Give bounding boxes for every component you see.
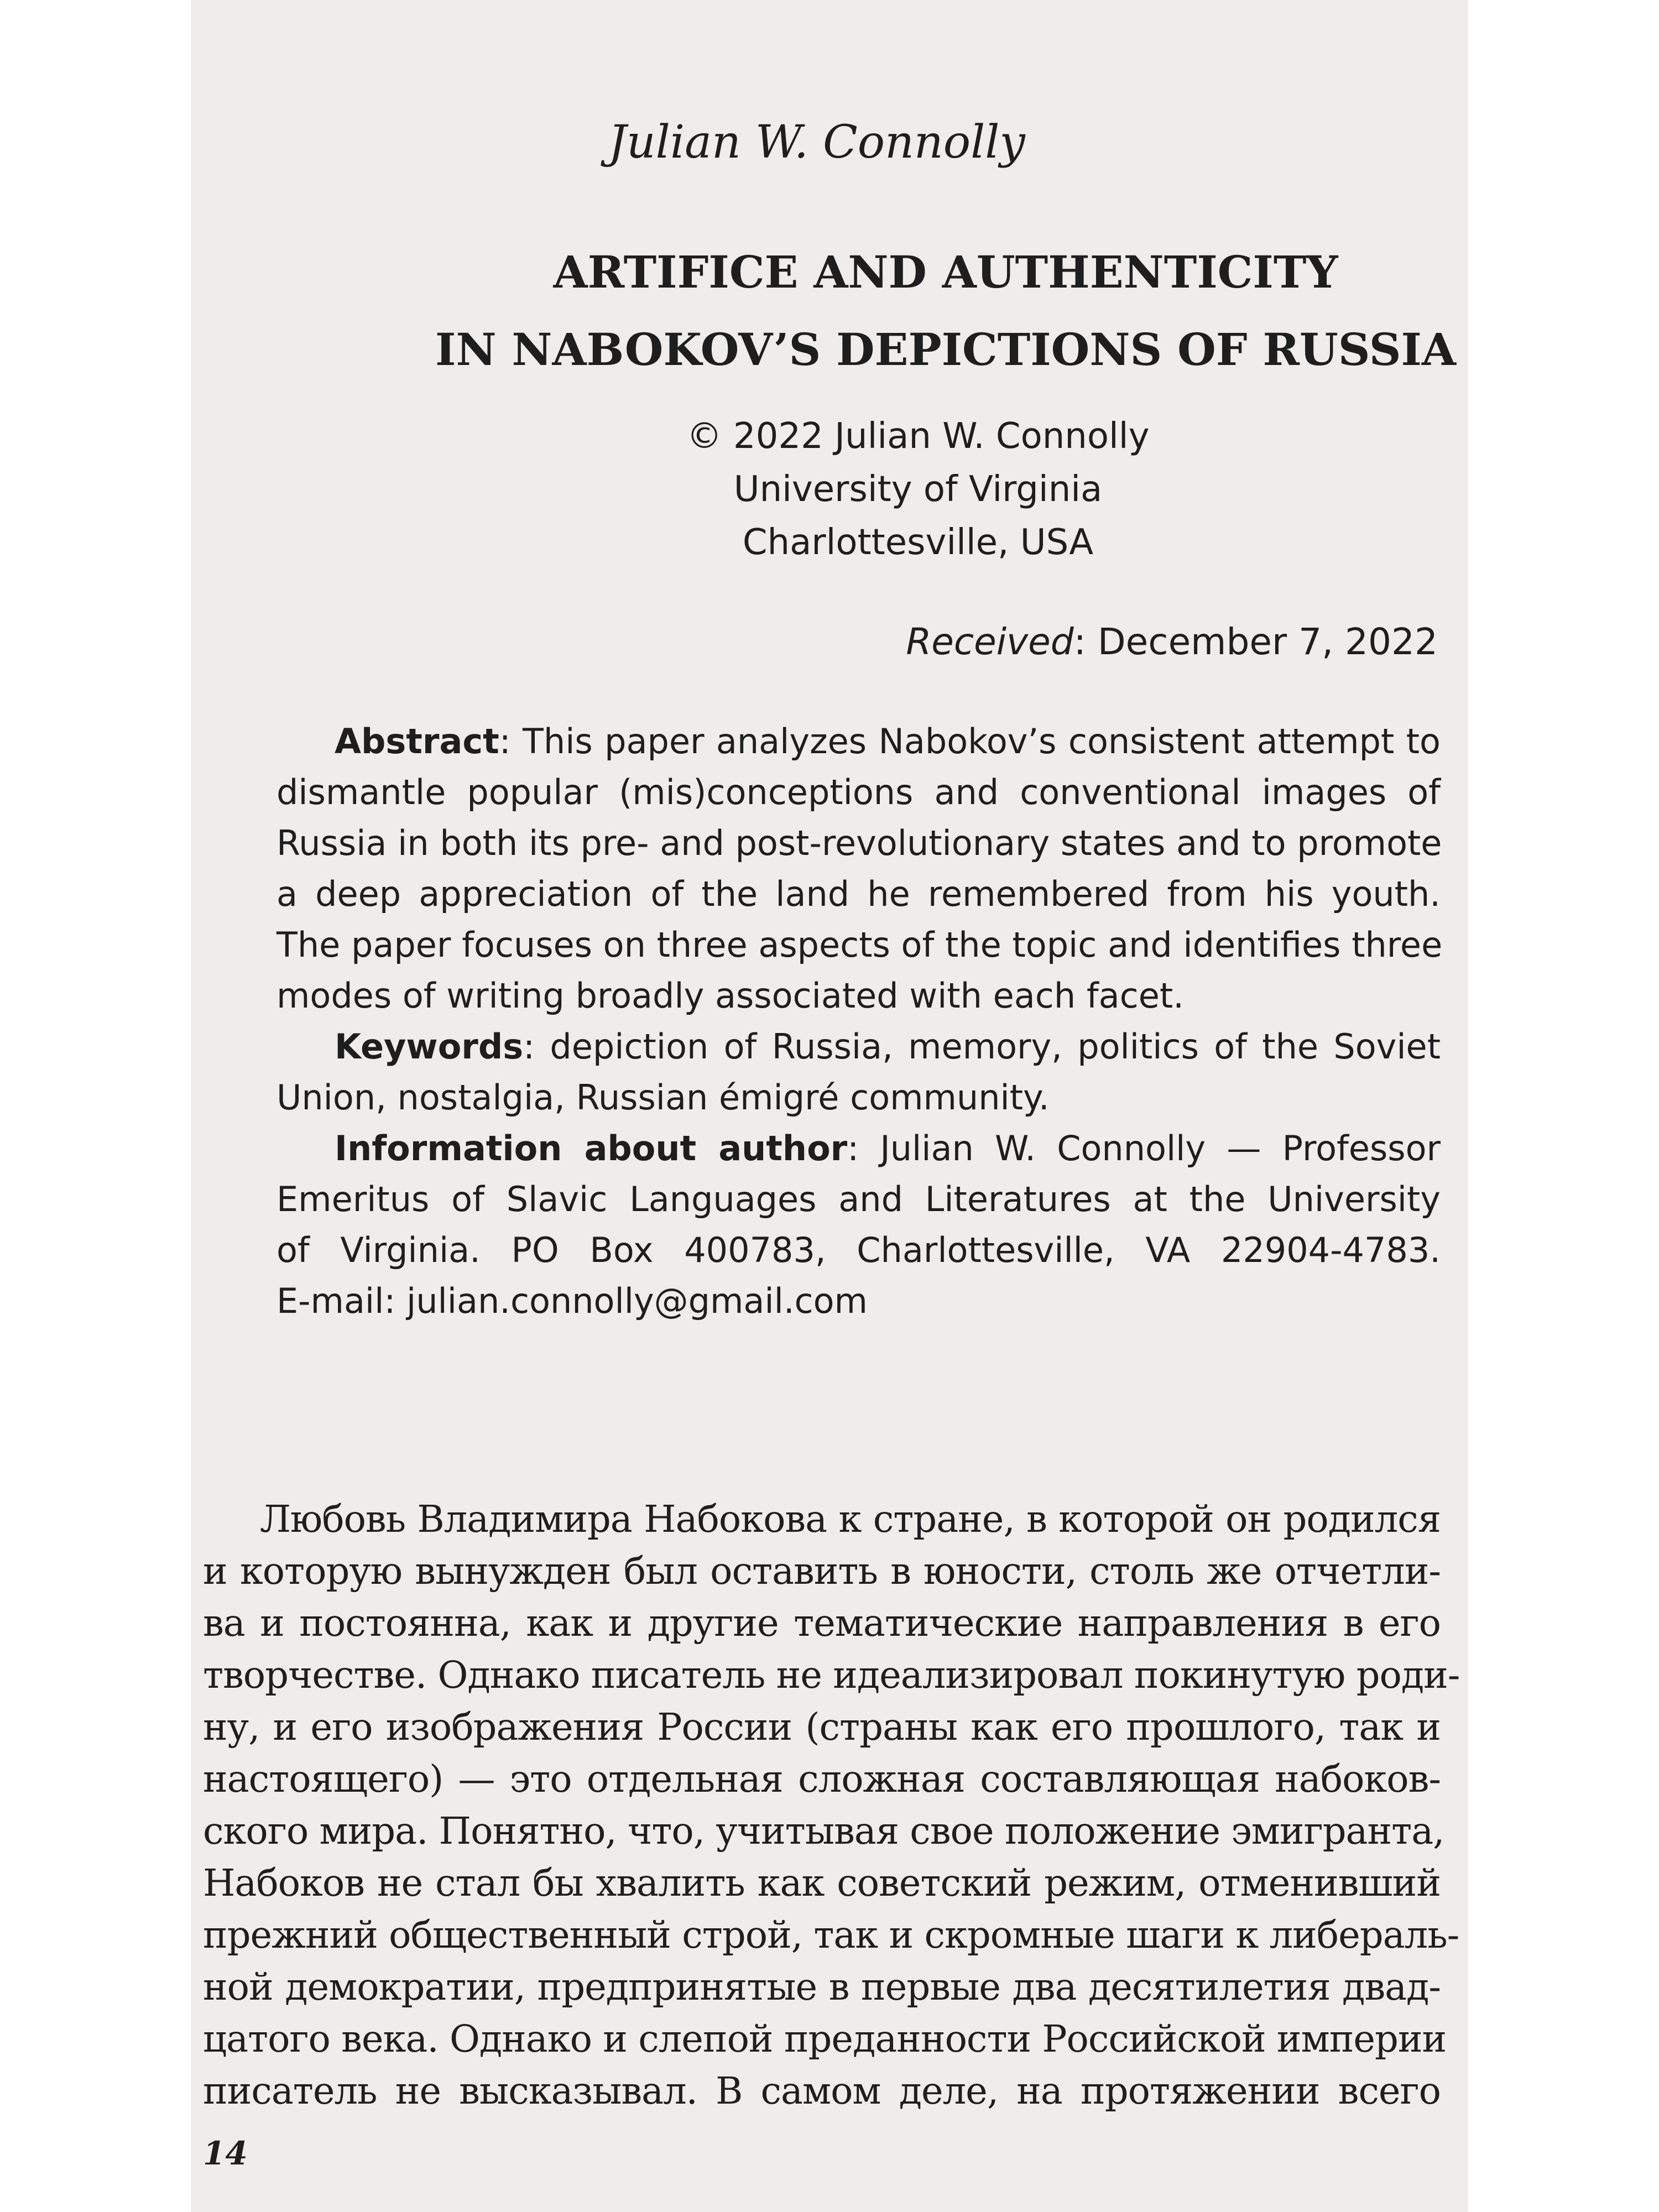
keywords-label: Keywords	[335, 1026, 524, 1067]
abstract-line: Abstract: This paper analyzes Nabokov’s consistent attempt to	[335, 721, 1441, 761]
location-line: Charlottesville, USA	[742, 522, 1094, 563]
abstract-label: Abstract	[335, 721, 499, 761]
body-text-line: ну, и его изображения России (страны как его прошлого, так и	[203, 1705, 1441, 1749]
body-text-line: прежний общественный строй, так и скромные шаги к либераль-	[203, 1913, 1459, 1957]
abstract-line: The paper focuses on three aspects of the topic and identifies three	[276, 925, 1443, 965]
copyright-line: © 2022 Julian W. Connolly	[686, 416, 1150, 457]
received-label: Received	[906, 620, 1074, 663]
received-value: : December 7, 2022	[1073, 620, 1438, 663]
abstract-line: a deep appreciation of the land he remembered from his youth.	[276, 874, 1441, 914]
abstract-line: modes of writing broadly associated with each facet.	[276, 975, 1184, 1016]
university-line: University of Virginia	[733, 469, 1103, 510]
author-email-line: E-mail: julian.connolly@gmail.com	[276, 1281, 868, 1321]
keywords-line: Union, nostalgia, Russian émigré community.	[276, 1077, 1050, 1118]
author-info-line: Information about author: Julian W. Connolly — Professor	[335, 1128, 1441, 1168]
abstract-line: Russia in both its pre- and post-revolutionary states and to promote	[276, 823, 1442, 863]
body-text-line: ва и постоянна, как и другие тематические направления в его	[203, 1601, 1441, 1645]
body-text-line: Любовь Владимира Набокова к стране, в которой он родился	[260, 1498, 1441, 1541]
body-text-line: ского мира. Понятно, что, учитывая свое положение эмигранта,	[203, 1809, 1444, 1853]
body-text-line: ной демократии, предпринятые в первые два десятилетия двад-	[203, 1965, 1441, 2008]
author-info-label: Information about author	[335, 1128, 848, 1168]
author-info-line: Emeritus of Slavic Languages and Literatures at the University	[276, 1179, 1441, 1219]
body-text-line: Набоков не стал бы хвалить как советский режим, отменивший	[203, 1861, 1441, 1905]
article-title-line-2: IN NABOKOV’S DEPICTIONS OF RUSSIA	[435, 324, 1456, 375]
body-text-line: и которую вынужден был оставить в юности, столь же отчетли-	[203, 1550, 1441, 1593]
keywords-line: Keywords: depiction of Russia, memory, politics of the Soviet	[335, 1026, 1441, 1067]
author-header: Julian W. Connolly	[608, 116, 1025, 169]
article-title-line-1: ARTIFICE AND AUTHENTICITY	[553, 246, 1338, 298]
body-text-line: цатого века. Однако и слепой преданности Российской империи	[203, 2017, 1447, 2060]
body-text-line: писатель не высказывал. В самом деле, на протяжении всего	[203, 2069, 1441, 2112]
abstract-line: dismantle popular (mis)conceptions and conventional images of	[276, 772, 1441, 812]
body-text-line: творчестве. Однако писатель не идеализировал покинутую роди-	[203, 1653, 1460, 1697]
body-text-line: настоящего) — это отдельная сложная составляющая набоков-	[203, 1757, 1441, 1801]
received-date	[906, 620, 1438, 663]
page-number: 14	[203, 2135, 248, 2172]
author-info-line: of Virginia. PO Box 400783, Charlottesville, VA 22904-4783.	[276, 1230, 1441, 1270]
